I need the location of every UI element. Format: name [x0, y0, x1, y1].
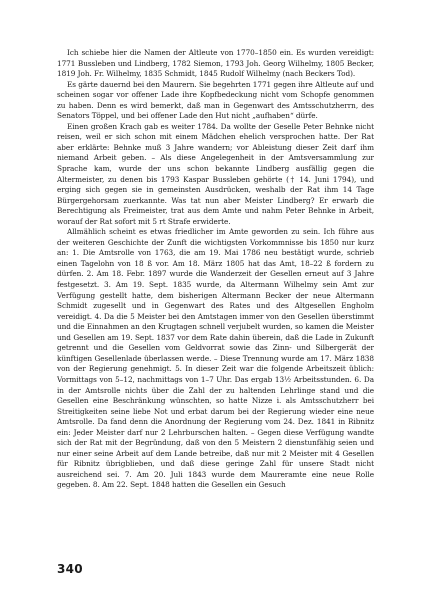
paragraph-maurer-unrest: Es gärte dauernd bei den Maurern. Sie begehrten 1771 gegen ihre Altleute auf und scheinen sogar vor offener Lade ihre Kopfbedeckung nicht vom Schopfe genommen zu haben. Denn es wird bemerkt, daß man in Gegenwart des Amtsschutzherrn, des Senators Töppel, und bei offener Lade den Hut nicht „aufhaben“ dürfe.	[57, 79, 374, 121]
body-text	[57, 48, 374, 491]
paragraph-altleute: Ich schiebe hier die Namen der Altleute von 1770–1850 ein. Es wurden vereidigt: 1771 Bussleben und Lindberg, 1782 Siemon, 1793 Joh. Georg Wilhelmy, 1805 Becker, 1819 Joh. Fr. Wilhelmy, 1835 Schmidt, 1845 Rudolf Wilhelmy (nach Beckers Tod).	[57, 48, 374, 79]
paragraph-behnke-dispute: Einen großen Krach gab es weiter 1784. Da wollte der Geselle Peter Behnke nicht reisen, weil er sich schon mit einem Mädchen ehelich versprochen hatte. Der Rat aber erklärte: Behnke muß 3 Jahre wandern; vor Ableistung dieser Zeit darf ihm niemand Arbeit geben. – Als diese Angelegenheit in der Amtsversammlung zur Sprache kam, wurde der uns schon bekannte Lindberg ausfällig gegen die Altermeister, zu denen bis 1793 Kaspar Bussleben gehörte († 14. Juni 1794), und erging sich gegen sie in gemeinsten Ausdrücken, weshalb der Rat ihm 14 Tage Bürgergehorsam zuerkannte. Was tat nun aber Meister Lindberg? Er erwarb die Berechtigung als Freimeister, trat aus dem Amte und nahm Peter Behnke in Arbeit, worauf der Rat sofort mit 5 rt Strafe erwiderte.	[57, 121, 374, 226]
paragraph-guild-history: Allmählich scheint es etwas friedlicher im Amte geworden zu sein. Ich führe aus der weiteren Geschichte der Zunft die wichtigsten Vorkommnisse bis 1850 nur kurz an: 1. Die Amtsrolle von 1763, die am 19. Mai 1786 neu bestätigt wurde, schrieb einen Tagelohn von 18 ß vor. Am 18. März 1805 hat das Amt, 18–22 ß fordern zu dürfen. 2. Am 18. Febr. 1897 wurde die Wanderzeit der Gesellen erneut auf 3 Jahre festgesetzt. 3. Am 19. Sept. 1835 wurde, da Altermann Wilhelmy sein Amt zur Verfügung gestellt hatte, dem bisherigen Altermann Becker der neue Altermann Schmidt zugesellt und in Gegenwart des Rates und des Altgesellen Engholm vereidigt. 4. Da die 5 Meister bei den Amtstagen immer von den Gesellen überstimmt und die Einnahmen an den Krugtagen schnell verjubelt wurden, so kamen die Meister und Gesellen am 19. Sept. 1837 vor dem Rate dahin überein, daß die Lade in Zukunft getrennt und die Gesellen vom Geldvorrat sowie das Zinn- und Silbergerät der künftigen Gesellenlade überlassen werde. – Diese Trennung wurde am 17. März 1838 von der Regierung genehmigt. 5. In dieser Zeit war die folgende Arbeitszeit üblich: Vormittags von 5–12, nachmittags von 1–7 Uhr. Das ergab 13½ Arbeitsstunden. 6. Da in der Amtsrolle nichts über die Zahl der zu haltenden Lehrlinge stand und die Gesellen eine Beschränkung wünschten, so hatte Nizze i. als Amtsschutzherr bei Streitigkeiten seine liebe Not und erbat darum bei der Regierung wieder eine neue Amtsrolle. Da fand denn die Anordnung der Regierung vom 24. Dez. 1841 in Ribnitz ein: Jeder Meister darf nur 2 Lehrburschen halten. – Gegen diese Verfügung wandte sich der Rat mit der Begründung, daß von den 5 Meistern 2 dienstunfähig seien und nur einer seine Arbeit auf dem Lande betreibe, daß nur mit 2 Meister mit 4 Gesellen für Ribnitz übrigblieben, und daß diese geringe Zahl für unsere Stadt nicht ausreichend sei. 7. Am 20. Juli 1843 wurde dem Maureramte eine neue Rolle gegeben. 8. Am 22. Sept. 1848 hatten die Gesellen ein Gesuch	[57, 227, 374, 490]
page-number: 340	[57, 562, 83, 576]
